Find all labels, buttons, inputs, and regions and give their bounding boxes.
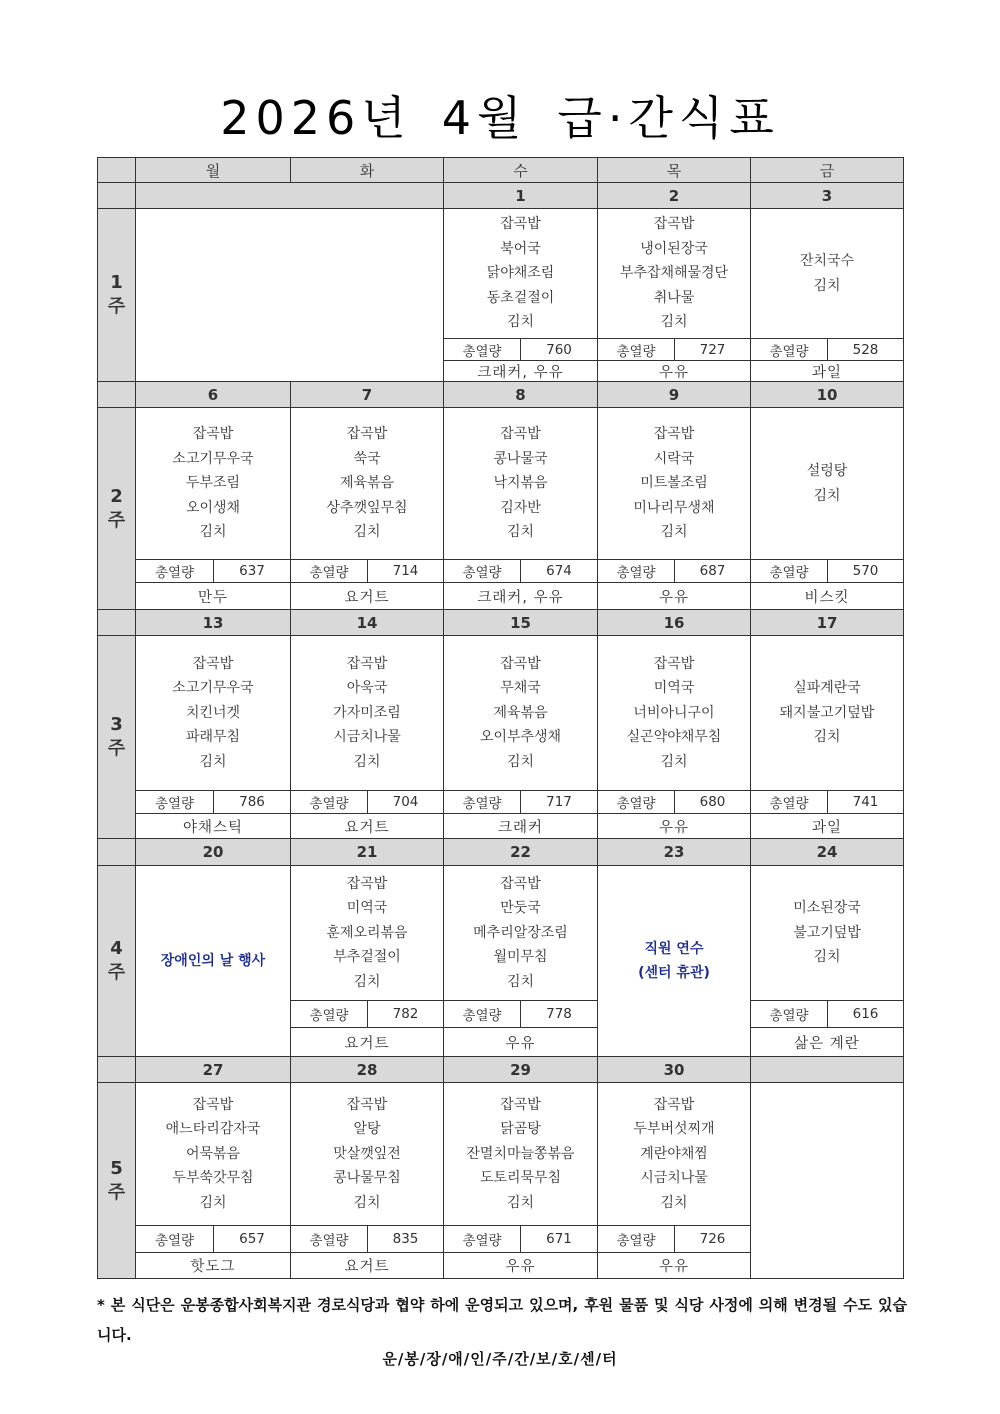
kcal-value: 687 — [674, 559, 751, 583]
menu-cell — [597, 208, 751, 339]
menu-item: 아욱국 — [346, 680, 388, 697]
kcal-value: 786 — [213, 790, 291, 814]
menu-cell — [597, 1082, 751, 1226]
menu-item: 계란야채찜 — [640, 1145, 708, 1162]
snack-cell: 야채스틱 — [135, 813, 291, 839]
menu-item: 냉이된장국 — [640, 240, 708, 257]
menu-item: 잡곡밥 — [346, 1096, 388, 1113]
menu-item: 김치 — [199, 524, 227, 541]
menu-item: 잡곡밥 — [653, 1096, 695, 1113]
menu-cell — [135, 407, 291, 560]
menu-item: 오이생채 — [185, 499, 241, 516]
date-cell: 16 — [597, 609, 751, 636]
snack-cell: 우유 — [597, 813, 751, 839]
kcal-label: 총열량 — [597, 790, 675, 814]
menu-item: 잡곡밥 — [500, 655, 541, 672]
date-cell: 27 — [135, 1056, 291, 1083]
kcal-value: 760 — [520, 338, 598, 361]
week-date-spacer — [97, 838, 136, 866]
snack-cell: 크래커 — [443, 813, 598, 839]
menu-item: 동초겉절이 — [486, 289, 555, 306]
menu-item: 김치 — [660, 1194, 688, 1211]
menu-item: 김치 — [199, 753, 227, 770]
kcal-label: 총열량 — [290, 1000, 368, 1028]
menu-item: 설렁탕 — [806, 463, 848, 480]
menu-cell — [597, 635, 751, 791]
event-cell — [135, 865, 291, 1057]
date-cell: 23 — [597, 838, 751, 866]
week-suffix: 주 — [107, 738, 126, 759]
date-cell: 3 — [750, 182, 904, 209]
kcal-value: 657 — [213, 1225, 291, 1253]
menu-item: 잔치국수 — [799, 253, 855, 270]
kcal-label: 총열량 — [750, 1000, 828, 1028]
menu-item: 미나리무생채 — [633, 499, 715, 516]
menu-item: 월미무침 — [493, 949, 548, 966]
menu-item: 잡곡밥 — [192, 1096, 234, 1113]
week-label — [97, 865, 136, 1057]
kcal-value: 835 — [367, 1225, 444, 1253]
menu-item: 콩나물무침 — [333, 1170, 401, 1187]
event-cell — [597, 865, 751, 1057]
menu-item: 너비아니구이 — [633, 704, 715, 721]
week-label — [97, 407, 136, 610]
week-number: 1 — [110, 272, 123, 293]
kcal-label: 총열량 — [597, 559, 675, 583]
week-date-spacer — [97, 609, 136, 636]
menu-item: 잡곡밥 — [653, 216, 695, 233]
menu-cell — [443, 635, 598, 791]
date-cell: 30 — [597, 1056, 751, 1083]
kcal-label: 총열량 — [443, 338, 521, 361]
kcal-label: 총열량 — [750, 559, 828, 583]
menu-item: 어묵볶음 — [185, 1145, 241, 1162]
kcal-label: 총열량 — [290, 1225, 368, 1253]
menu-item: 실곤약야채무침 — [626, 729, 722, 746]
menu-item: 메추리알장조림 — [473, 924, 568, 941]
snack-cell: 크래커, 우유 — [443, 582, 598, 610]
menu-item: 잔멸치마늘쫑볶음 — [466, 1145, 575, 1162]
menu-item: 알탕 — [353, 1121, 381, 1138]
menu-item: 김치 — [199, 1194, 227, 1211]
menu-item: 북어국 — [500, 240, 541, 257]
event-text: 직원 연수 — [644, 941, 704, 957]
menu-item: 김치 — [813, 949, 841, 966]
kcal-label: 총열량 — [750, 338, 828, 361]
date-cell: 14 — [290, 609, 444, 636]
menu-item: 김자반 — [500, 499, 541, 516]
date-cell: 17 — [750, 609, 904, 636]
week-suffix: 주 — [107, 1181, 126, 1203]
menu-item: 시금치나물 — [333, 729, 401, 746]
date-cell: 1 — [443, 182, 598, 209]
date-cell: 6 — [135, 381, 291, 408]
week-date-spacer — [97, 1056, 136, 1083]
menu-item: 파래무침 — [185, 729, 241, 746]
menu-item: 잡곡밥 — [192, 426, 234, 443]
weekday-header: 월 — [135, 157, 291, 183]
menu-cell — [750, 407, 904, 560]
week-number: 2 — [110, 485, 123, 507]
kcal-label: 총열량 — [597, 338, 675, 361]
week-suffix: 주 — [107, 962, 126, 983]
date-cell: 28 — [290, 1056, 444, 1083]
kcal-value: 637 — [213, 559, 291, 583]
date-cell: 8 — [443, 381, 598, 408]
menu-item: 소고기무우국 — [172, 680, 254, 697]
menu-cell — [290, 407, 444, 560]
menu-cell — [443, 208, 598, 339]
menu-item: 닭곰탕 — [500, 1121, 541, 1138]
menu-item: 돼지불고기덮밥 — [779, 704, 875, 721]
menu-cell — [443, 865, 598, 1001]
menu-item: 두부버섯찌개 — [633, 1121, 715, 1138]
kcal-value: 570 — [827, 559, 904, 583]
snack-cell: 우유 — [443, 1252, 598, 1279]
date-cell: 13 — [135, 609, 291, 636]
snack-cell: 비스킷 — [750, 582, 904, 610]
menu-item: 제육볶음 — [493, 704, 548, 721]
menu-item: 실파계란국 — [793, 680, 861, 697]
week-date-spacer — [97, 381, 136, 408]
date-cell: 15 — [443, 609, 598, 636]
kcal-value: 680 — [674, 790, 751, 814]
menu-item: 시금치나물 — [640, 1170, 708, 1187]
kcal-value: 717 — [520, 790, 598, 814]
snack-cell: 요거트 — [290, 1252, 444, 1279]
kcal-label: 총열량 — [135, 790, 214, 814]
snack-cell: 우유 — [597, 360, 751, 382]
weekday-header: 화 — [290, 157, 444, 183]
menu-item: 제육볶음 — [339, 475, 395, 492]
kcal-value: 741 — [827, 790, 904, 814]
menu-item: 미소된장국 — [793, 900, 861, 917]
menu-item: 상추깻잎무침 — [326, 499, 408, 516]
kcal-label: 총열량 — [443, 790, 521, 814]
kcal-value: 714 — [367, 559, 444, 583]
kcal-label: 총열량 — [135, 1225, 214, 1253]
menu-cell — [135, 1082, 291, 1226]
kcal-value: 726 — [674, 1225, 751, 1253]
menu-item: 잡곡밥 — [653, 426, 695, 443]
week-number: 5 — [110, 1157, 123, 1179]
menu-item: 만둣국 — [500, 900, 541, 917]
menu-cell — [750, 635, 904, 791]
date-cell: 20 — [135, 838, 291, 866]
menu-item: 김치 — [353, 1194, 381, 1211]
weekday-header: 목 — [597, 157, 751, 183]
menu-item: 김치 — [506, 973, 535, 990]
menu-item: 애느타리감자국 — [165, 1121, 261, 1138]
menu-item: 훈제오리볶음 — [326, 924, 408, 941]
week-label — [97, 635, 136, 839]
kcal-value: 671 — [520, 1225, 598, 1253]
menu-cell — [135, 635, 291, 791]
snack-cell: 우유 — [443, 1027, 598, 1057]
menu-item: 김치 — [506, 314, 535, 331]
footer-note: * 본 식단은 운봉종합사회복지관 경로식당과 협약 하에 운영되고 있으며, 후원 물품 및 식당 사정에 의해 변경될 수도 있습니다. — [97, 1296, 907, 1344]
kcal-value: 528 — [827, 338, 904, 361]
title-month: 4월 — [441, 91, 528, 145]
week-date-spacer — [97, 182, 136, 209]
week-suffix: 주 — [107, 509, 126, 531]
event-text: (센터 휴관) — [638, 965, 710, 981]
menu-item: 소고기무우국 — [172, 450, 254, 467]
menu-item: 닭야채조림 — [486, 265, 555, 282]
menu-item: 김치 — [353, 973, 381, 990]
menu-cell — [597, 407, 751, 560]
organization-name: 운/봉/장/애/인/주/간/보/호/센/터 — [382, 1350, 618, 1368]
menu-cell — [750, 865, 904, 1001]
date-cell: 7 — [290, 381, 444, 408]
snack-cell: 요거트 — [290, 582, 444, 610]
week-number: 4 — [110, 938, 123, 959]
kcal-value: 616 — [827, 1000, 904, 1028]
kcal-value: 727 — [674, 338, 751, 361]
kcal-value: 782 — [367, 1000, 444, 1028]
date-cell: 10 — [750, 381, 904, 408]
snack-cell: 핫도그 — [135, 1252, 291, 1279]
snack-cell: 크래커, 우유 — [443, 360, 598, 382]
menu-item: 잡곡밥 — [346, 655, 388, 672]
menu-item: 김치 — [660, 753, 688, 770]
kcal-label: 총열량 — [597, 1225, 675, 1253]
date-cell: 24 — [750, 838, 904, 866]
menu-item: 치킨너겟 — [185, 704, 241, 721]
menu-item: 미역국 — [653, 680, 695, 697]
menu-item: 김치 — [506, 524, 535, 541]
menu-item: 미역국 — [346, 900, 388, 917]
date-cell: 9 — [597, 381, 751, 408]
menu-item: 가자미조림 — [333, 704, 401, 721]
kcal-label: 총열량 — [135, 559, 214, 583]
kcal-value: 778 — [520, 1000, 598, 1028]
menu-item: 오이부추생채 — [479, 729, 562, 746]
snack-cell: 과일 — [750, 813, 904, 839]
date-cell — [750, 1056, 904, 1083]
menu-item: 잡곡밥 — [500, 426, 541, 443]
menu-cell — [290, 1082, 444, 1226]
kcal-label: 총열량 — [443, 1225, 521, 1253]
menu-item: 두부쑥갓무침 — [172, 1170, 254, 1187]
menu-item: 부추겉절이 — [333, 949, 401, 966]
kcal-value: 704 — [367, 790, 444, 814]
menu-item: 김치 — [660, 314, 688, 331]
menu-cell — [443, 1082, 598, 1226]
menu-item: 취나물 — [653, 289, 695, 306]
title-name: 급·간식표 — [557, 91, 780, 145]
kcal-value: 674 — [520, 559, 598, 583]
weekday-header: 금 — [750, 157, 904, 183]
week-label — [97, 1082, 136, 1279]
menu-cell — [290, 635, 444, 791]
kcal-label: 총열량 — [290, 790, 368, 814]
kcal-label: 총열량 — [750, 790, 828, 814]
menu-item: 맛살깻잎전 — [333, 1145, 401, 1162]
menu-item: 쑥국 — [353, 450, 381, 467]
week-suffix: 주 — [107, 296, 126, 317]
snack-cell: 우유 — [597, 582, 751, 610]
menu-item: 잡곡밥 — [346, 875, 388, 892]
menu-item: 김치 — [353, 524, 381, 541]
kcal-label: 총열량 — [443, 1000, 521, 1028]
corner-cell — [97, 157, 136, 183]
snack-cell: 요거트 — [290, 813, 444, 839]
menu-item: 잡곡밥 — [192, 655, 234, 672]
kcal-label: 총열량 — [290, 559, 368, 583]
menu-item: 도토리묵무침 — [479, 1170, 562, 1187]
menu-item: 잡곡밥 — [500, 216, 541, 233]
menu-item: 김치 — [813, 729, 841, 746]
menu-item: 불고기덮밥 — [793, 924, 861, 941]
snack-cell: 삶은 계란 — [750, 1027, 904, 1057]
snack-cell: 과일 — [750, 360, 904, 382]
menu-item: 미트볼조림 — [640, 475, 708, 492]
menu-cell — [750, 208, 904, 339]
menu-item: 잡곡밥 — [653, 655, 695, 672]
menu-item: 김치 — [813, 277, 841, 294]
menu-item: 김치 — [506, 1194, 535, 1211]
date-cell-empty — [135, 182, 444, 209]
menu-item: 잡곡밥 — [500, 875, 541, 892]
menu-cell — [443, 407, 598, 560]
week-number: 3 — [110, 714, 123, 735]
title-year: 2026년 — [220, 91, 412, 145]
menu-item: 잡곡밥 — [346, 426, 388, 443]
empty-day-cell — [750, 1082, 904, 1279]
event-text: 장애인의 날 행사 — [160, 953, 266, 969]
menu-item: 잡곡밥 — [500, 1096, 541, 1113]
snack-cell: 요거트 — [290, 1027, 444, 1057]
menu-item: 콩나물국 — [493, 450, 548, 467]
menu-item: 김치 — [813, 487, 841, 504]
empty-day-cell — [135, 208, 444, 382]
date-cell: 29 — [443, 1056, 598, 1083]
date-cell: 2 — [597, 182, 751, 209]
menu-item: 김치 — [660, 524, 688, 541]
menu-item: 낙지볶음 — [493, 475, 548, 492]
weekday-header: 수 — [443, 157, 598, 183]
menu-item: 김치 — [353, 753, 381, 770]
week-label — [97, 208, 136, 382]
menu-cell — [290, 865, 444, 1001]
menu-item: 부추잡채해물경단 — [619, 265, 729, 282]
menu-item: 무채국 — [500, 680, 541, 697]
snack-cell: 우유 — [597, 1252, 751, 1279]
menu-item: 시락국 — [653, 450, 695, 467]
date-cell: 21 — [290, 838, 444, 866]
date-cell: 22 — [443, 838, 598, 866]
snack-cell: 만두 — [135, 582, 291, 610]
kcal-label: 총열량 — [443, 559, 521, 583]
menu-item: 두부조림 — [185, 475, 241, 492]
menu-item: 김치 — [506, 753, 535, 770]
